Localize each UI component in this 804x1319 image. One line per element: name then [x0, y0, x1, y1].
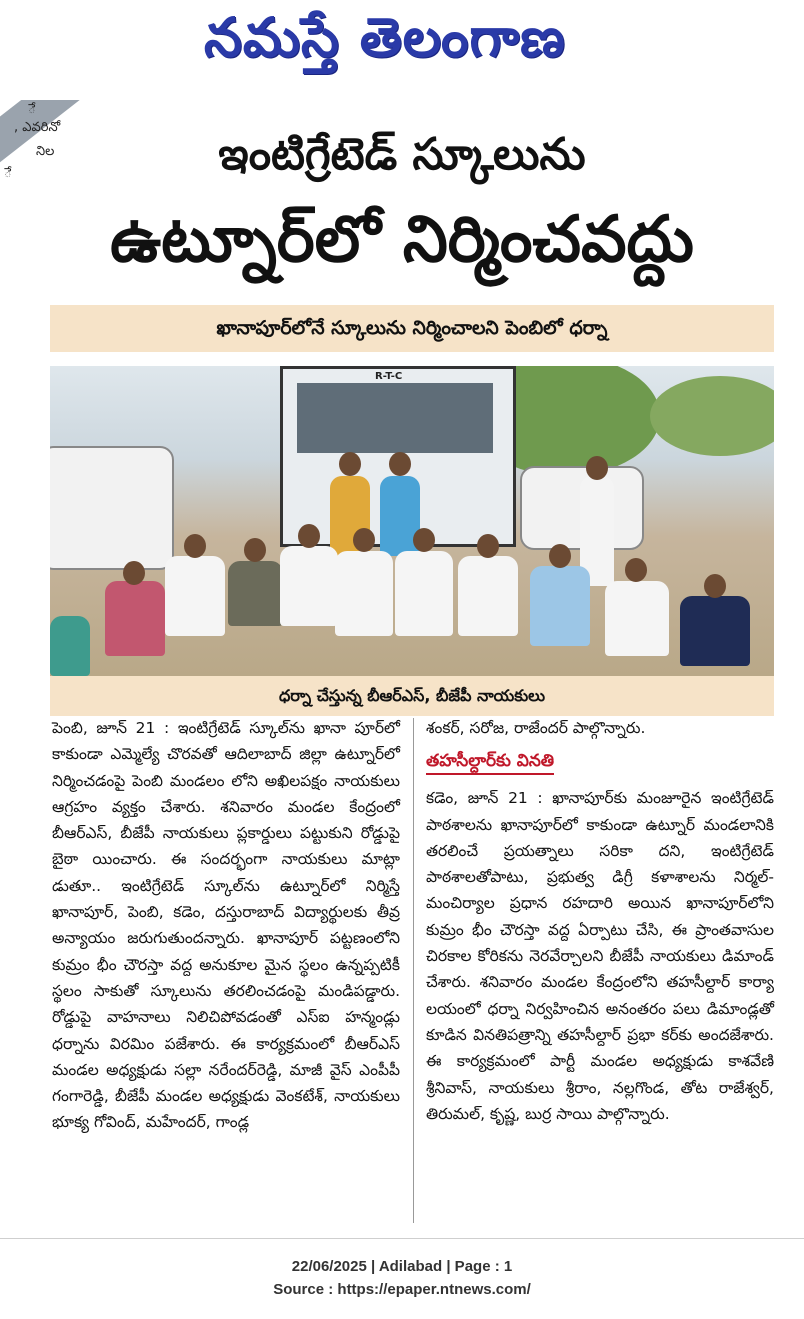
- person: [605, 581, 669, 656]
- article-body-continuation: శంకర్, సరోజ, రాజేందర్ పాల్గొన్నారు.: [426, 719, 646, 737]
- sub-story-body: కడెం, జూన్ 21 : ఖానాపూర్‌కు మంజూరైన ఇంటిగ్రేటెడ్ పాఠశాలను ఖానాపూర్‌లో కాకుండా ఉట్నూర్ మండలానికి తరలించే ప్రయత్నాలు సరికా దని, ఇంటిగ్రేటెడ్ పాఠశాలతోపాటు, ప్రభుత్వ డిగ్రీ కళాశాలను నిర్మల్-మంచిర్యాల ప్రధాన రహదారి అయిన ఖానాపూర్‌లోని కుమ్రం భీం చౌరస్తా వద్ద ఏర్పాటు చేసి, ఈ ప్రాంతవాసుల చిరకాల కోరికను నెరవేర్చాలని బీజేపీ నాయకులు డిమాండ్ చేశారు. శనివారం మండల కేంద్రంలోని తహసీల్దార్ కార్యా లయంలో ధర్నా నిర్వహించిన అనంతరం పలు డిమాండ్లతో కూడిన వినతిపత్రాన్ని తహసీల్దార్ ప్రభా కర్‌కు అందజేశారు. ఈ కార్యక్రమంలో పార్టీ మండల అధ్యక్షుడు కాశవేణి శ్రీనివాస్, నాయకులు శ్రీరాం, నల్లగొండ, తోట రాజేశ్వర్, తిరుమల్, కృష్ణ, బుర్ర సాయి పాల్గొన్నారు.: [426, 789, 774, 1123]
- person-head: [625, 558, 647, 582]
- fragment-line: ే: [4, 166, 12, 181]
- person: [335, 551, 393, 636]
- article-column-2: [426, 715, 774, 1127]
- person: [105, 581, 165, 656]
- person: [165, 556, 225, 636]
- person: [50, 616, 90, 676]
- footer-source-line: Source : https://epaper.ntnews.com/: [273, 1281, 531, 1298]
- article-column-1: [52, 715, 400, 1136]
- footer-divider: [0, 1238, 804, 1239]
- person: [458, 556, 518, 636]
- person: [395, 551, 453, 636]
- person-head: [704, 574, 726, 598]
- bus-windshield: [297, 383, 493, 453]
- headline-line-2: ఉట్నూర్‌లో నిర్మించవద్దు: [110, 203, 694, 277]
- person-head: [184, 534, 206, 558]
- person-head: [477, 534, 499, 558]
- headline-line-1: ఇంటిగ్రేటెడ్ స్కూలును: [218, 129, 586, 180]
- tree-canopy: [650, 376, 774, 456]
- subheadline: ఖానాపూర్‌లోనే స్కూలును నిర్మించాలని పెంబిలో ధర్నా: [50, 305, 774, 352]
- person-head: [389, 452, 411, 476]
- person-head: [586, 456, 608, 480]
- masthead-title: నమస్తే తెలంగాణ: [204, 5, 566, 69]
- person-head: [353, 528, 375, 552]
- person-head: [123, 561, 145, 585]
- news-photo: [50, 366, 774, 676]
- person-head: [339, 452, 361, 476]
- bus-label: R-T-C: [375, 371, 403, 382]
- fragment-line: నిల: [36, 144, 55, 159]
- person: [530, 566, 590, 646]
- car: [50, 446, 174, 570]
- person: [280, 546, 338, 626]
- fragment-line: , ఎవరినో: [14, 120, 61, 135]
- person-head: [413, 528, 435, 552]
- person-head: [298, 524, 320, 548]
- person-head: [244, 538, 266, 562]
- person: [228, 561, 283, 626]
- column-divider: [413, 718, 414, 1223]
- person-head: [549, 544, 571, 568]
- fragment-line: ే: [28, 102, 36, 117]
- photo-caption: ధర్నా చేస్తున్న బీఆర్ఎస్, బీజేపీ నాయకులు: [50, 676, 774, 716]
- sub-story-heading: తహసీల్దార్‌కు వినతి: [426, 749, 554, 775]
- article-body-paragraph: పెంబి, జూన్ 21 : ఇంటిగ్రేటెడ్ స్కూల్‌ను ఖానా పూర్‌లో కాకుండా ఎమ్మెల్యే చొరవతో ఆదిలాబాద్ జిల్లా ఉట్నూర్‌లో నిర్మించడంపై పెంబి మండలం లోని అఖిలపక్షం నాయకులు ఆగ్రహం వ్యక్తం చేశారు. శనివారం మండల కేంద్రంలో బీఆర్ఎస్, బీజేపీ నాయకులు ప్లకార్డులు పట్టుకుని రోడ్డుపై బైఠా యించారు. ఈ సందర్భంగా నాయకులు మాట్లా డుతూ.. ఇంటిగ్రేటెడ్ స్కూల్‌ను ఉట్నూర్‌లో నిర్మిస్తే ఖానాపూర్, పెంబి, కడెం, దస్తురాబాద్ విద్యార్థులకు తీవ్ర అన్యాయం జరుగుతుందన్నారు. ఖానాపూర్ పట్టణంలోని కుమ్రం భీం చౌరస్తా వద్ద అనుకూల మైన స్థలం ఉన్నప్పటికీ స్థలం సాకుతో స్కూలును తరలించడంపై మండిపడ్డారు. రోడ్డుపై వాహనాలు నిలిచిపోవడంతో ఎస్ఐ హన్మండ్లు ధర్నాను విరమిం పజేశారు. ఈ కార్యక్రమంలో బీఆర్ఎస్ మండల అధ్యక్షుడు సల్లా నరేందర్‌రెడ్డి, మాజీ వైస్ ఎంపీపీ గంగారెడ్డి, బీజేపీ మండల అధ్యక్షుడు వెంకటేశ్, నాయకులు భూక్య గోవింద్, మహేందర్, గాండ్ల: [52, 719, 400, 1132]
- footer-date-line: 22/06/2025 | Adilabad | Page : 1: [291, 1258, 513, 1275]
- person: [680, 596, 750, 666]
- masthead: [0, 0, 804, 80]
